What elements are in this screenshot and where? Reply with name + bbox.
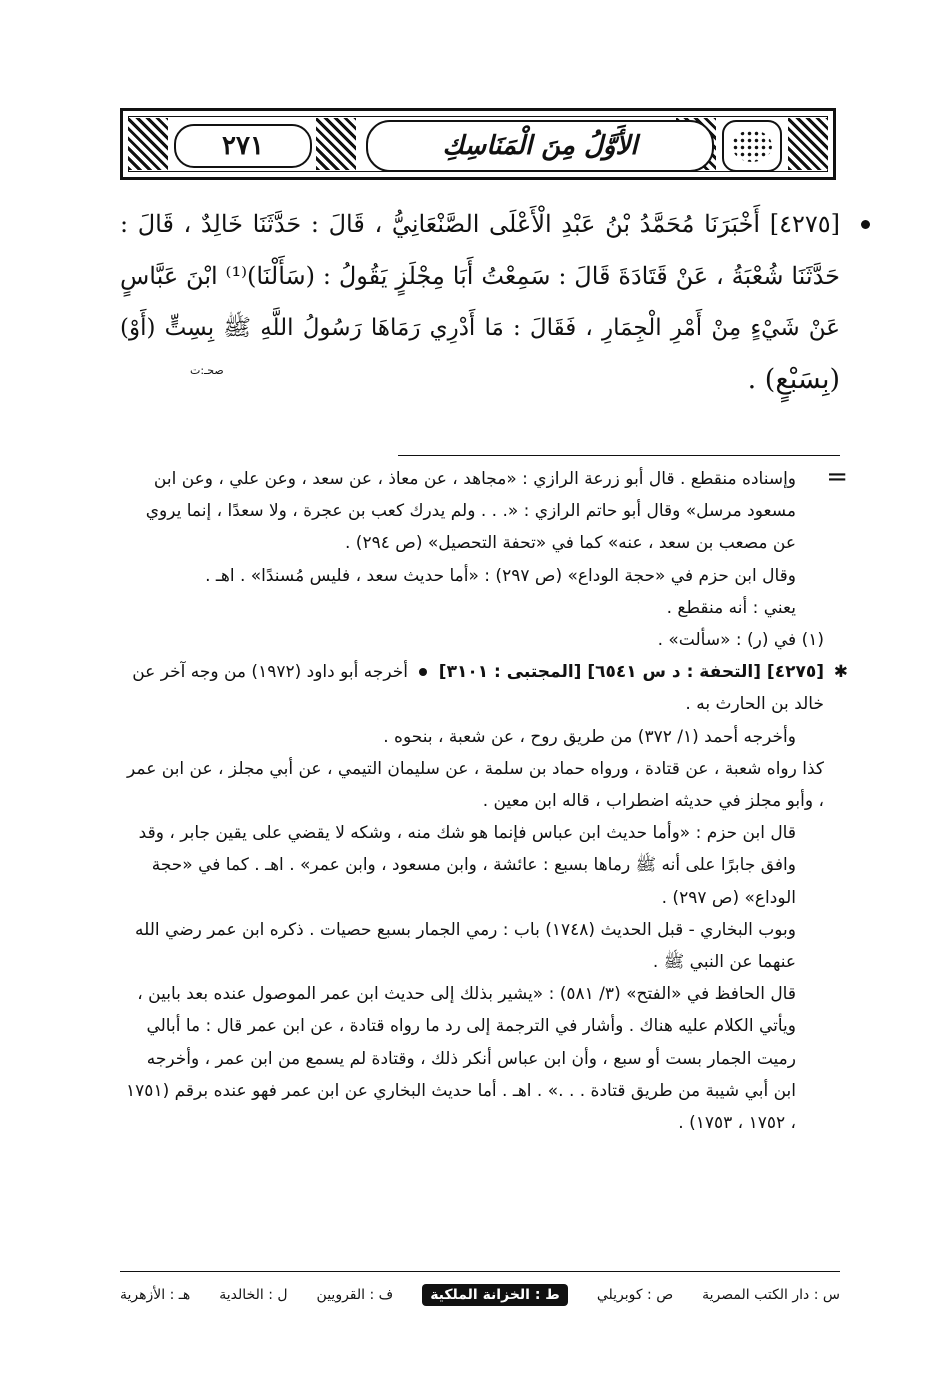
siglum-item: س : دار الكتب المصرية: [702, 1287, 840, 1303]
emblem-pattern: [732, 130, 772, 162]
siglum-item: هـ : الأزهرية: [120, 1287, 191, 1303]
hadith-line: [٤٢٧٥] أَخْبَرَنَا مُحَمَّدُ بْنُ عَبْدِ الْأَعْلَى الصَّنْعَانِيُّ ، قَالَ : حَدَّثَنَا خَالِدٌ ، قَالَ :: [120, 210, 840, 238]
siglum-item: ل : الخالدية: [219, 1287, 288, 1303]
manuscript-margin-note: صحـ:ت: [190, 364, 224, 377]
footnotes: [120, 462, 848, 1139]
footnote-variant: (١) في (ر) : «سألت» .: [657, 630, 824, 651]
takhrij-heading-paragraph: [120, 656, 848, 720]
hadith-line: عَنْ شَيْءٍ مِنْ أَمْرِ الْجِمَارِ ، فَقَالَ : مَا أَدْرِي رَمَاهَا رَسُولُ اللَّهِ ﷺ بِسِتٍّ (أَوْ): [120, 315, 840, 341]
footnote-divider: [398, 455, 840, 456]
footnote-paragraph: وإسناده منقطع . قال أبو زرعة الرازي : «مجاهد ، عن معاذ ، عن سعد ، وعن علي ، وعن ابن مسعود مرسل» وقال أبو حاتم الرازي : «. . . ولم يدرك كعب بن عجرة ، ولا سعدًا ، إنما يروي عن مصعب بن سعد ، عنه» كما في «تحفة التحصيل» (ص ٢٩٤) .: [145, 469, 796, 554]
continuation-mark: =: [826, 462, 848, 492]
asterisk-icon: ✱: [833, 662, 848, 683]
page-number-cartouche: [174, 124, 312, 168]
chapter-title: الأَوَّلُ مِنَ الْمَنَاسِكِ: [442, 131, 638, 161]
hadith-text: [120, 198, 840, 406]
bullet-dot-icon: [419, 668, 427, 676]
siglum-item-highlighted: ط : الخزانة الملكية: [422, 1284, 568, 1306]
takhrij-paragraph: قال ابن حزم : «وأما حديث ابن عباس فإنما هو شك منه ، وشكه لا يقضي على يقين جابر ، وقد وافق جابرًا على أنه ﷺ رماها بسبع : عائشة ، وابن مسعود ، وابن عمر» . اهـ . كما في «حجة الوداع» (ص ٢٩٧) .: [138, 823, 796, 908]
ornament-right-outer: [788, 118, 828, 170]
takhrij-first: أخرجه أبو داود (١٩٧٢) من وجه آخر عن خالد بن الحارث به .: [132, 662, 824, 715]
siglum-item: ص : كوبريلي: [596, 1287, 674, 1303]
page-header: [120, 108, 836, 180]
manuscript-sigla: [120, 1280, 840, 1310]
footnote-paragraph: يعني : أنه منقطع .: [666, 597, 796, 618]
hadith-line: (بِسَبْعٍ) .: [747, 364, 840, 395]
hadith-line: حَدَّثَنَا شُعْبَةُ ، عَنْ قَتَادَةَ قَالَ : سَمِعْتُ أَبَا مِجْلَزٍ يَقُولُ : (سَأَلْنَا)⁽¹⁾ ابْنَ عَبَّاسٍ: [120, 262, 840, 290]
sigla-divider: [120, 1271, 840, 1272]
footnote-paragraph: وقال ابن حزم في «حجة الوداع» (ص ٢٩٧) : «أما حديث سعد ، فليس مُسندًا» . اهـ .: [205, 565, 796, 586]
publisher-emblem-icon: [722, 120, 782, 172]
takhrij-head: [٤٢٧٥] [التحفة : د س ٦٥٤١] [المجتبى : ٣١٠١]: [438, 662, 824, 683]
chapter-title-cartouche: [366, 120, 714, 172]
hadith-bullet-icon: [861, 220, 870, 229]
page-number: ٢٧١: [222, 131, 264, 161]
takhrij-paragraph: وأخرجه أحمد (١/ ٣٧٢) من طريق روح ، عن شعبة ، بنحوه .: [383, 726, 796, 747]
takhrij-paragraph: كذا رواه شعبة ، عن قتادة ، ورواه حماد بن سلمة ، عن سليمان التيمي ، عن أبي مجلز ، عن ابن عمر ، وأبو مجلز في حديثه اضطراب ، قاله ابن معين .: [127, 758, 824, 812]
ornament-left-outer: [128, 118, 168, 170]
takhrij-paragraph: قال الحافظ في «الفتح» (٣/ ٥٨١) : «يشير بذلك إلى حديث ابن عمر الموصول عنده بعد بابين ، ويأتي الكلام عليه هناك . وأشار في الترجمة إلى رد ما رواه قتادة ، عن ابن عمر قال : ما أبالي رميت الجمار بست أو سبع ، وأن ابن عباس أنكر ذلك ، وقتادة لم يسمع من ابن عمر ، وأخرجه ابن أبي شيبة من طريق قتادة . . .» . اهـ . أما حديث البخاري عن ابن عمر فهو عنده برقم (١٧٥١ ، ١٧٥٢ ، ١٧٥٣) .: [126, 984, 796, 1134]
takhrij-paragraph: وبوب البخاري - قبل الحديث (١٧٤٨) باب : رمي الجمار بسبع حصيات . ذكره ابن عمر رضي الله عنهما عن النبي ﷺ .: [134, 919, 796, 973]
ornament-left-inner: [316, 118, 356, 170]
siglum-item: ف : القرويين: [316, 1287, 394, 1303]
